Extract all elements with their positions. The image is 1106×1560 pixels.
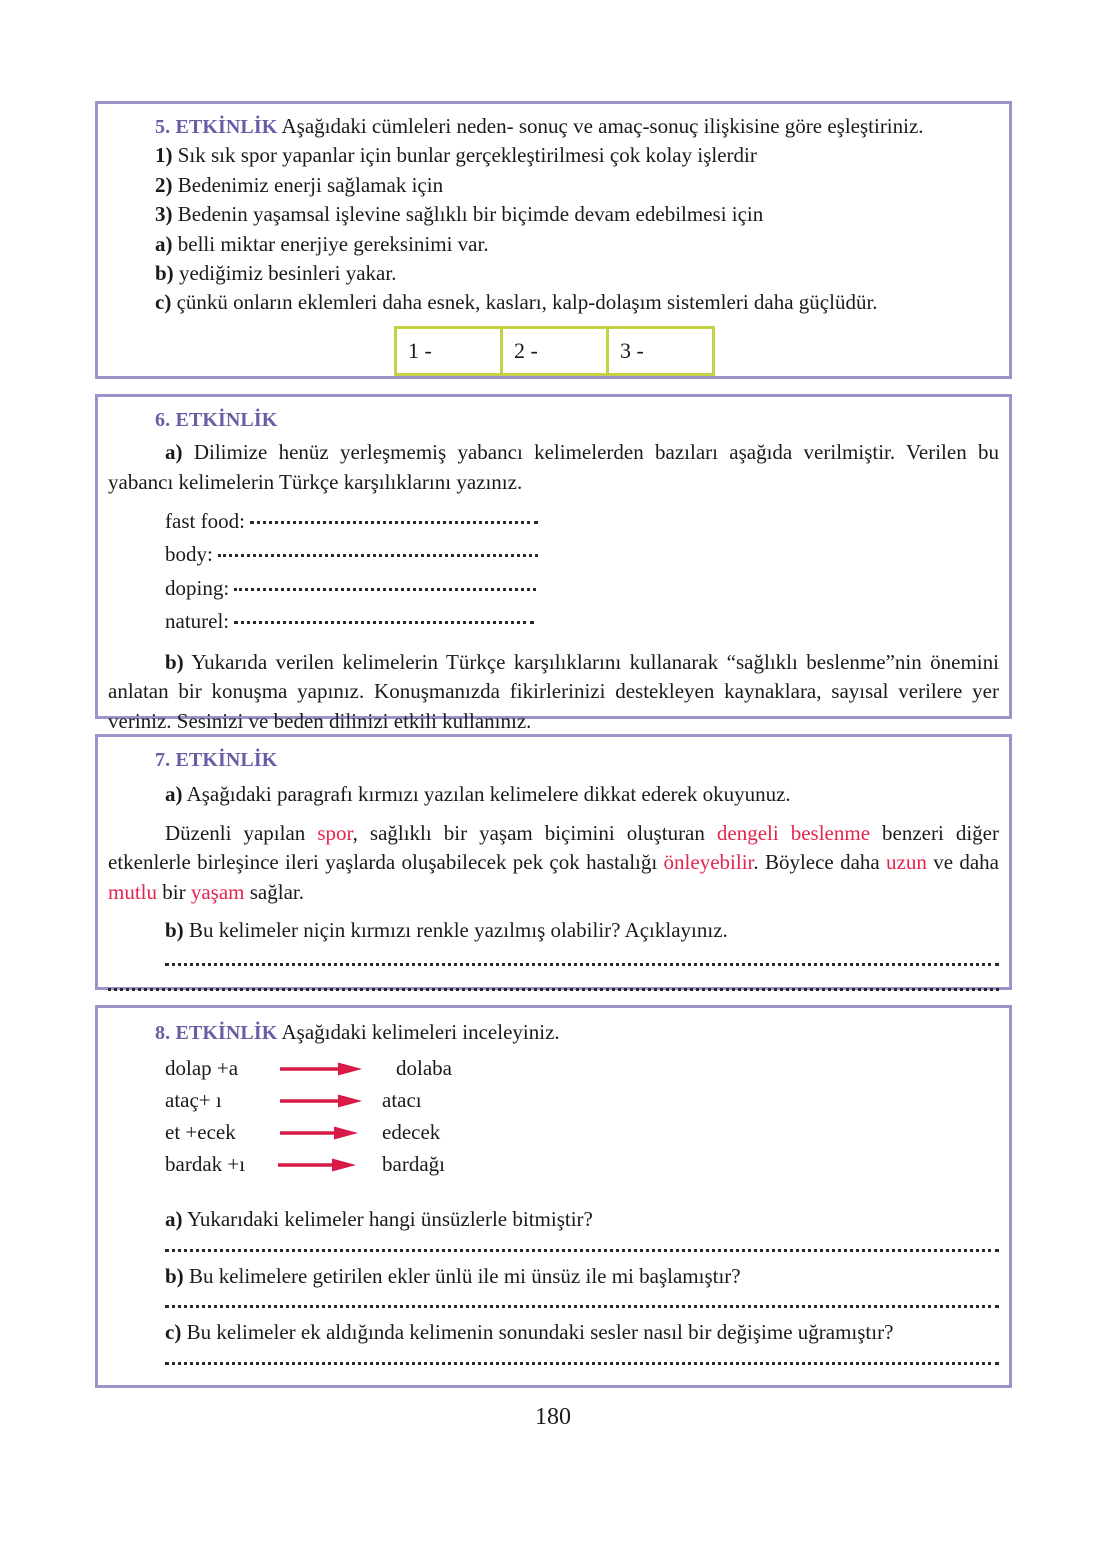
activity-6-question-b: [108, 648, 999, 736]
derivation-list: [108, 1053, 999, 1181]
vocab-row-doping: [108, 572, 999, 605]
derivation-row-1: [165, 1053, 999, 1085]
paragraph-segment-highlighted: yaşam: [190, 879, 245, 904]
derivation-result-4: bardağı: [382, 1152, 445, 1177]
activity-6-b-label: b): [165, 649, 184, 674]
activity-8-question-b: [108, 1262, 999, 1291]
activity-5-item-c-text: çünkü onların eklemleri daha esnek, kasları, kalp-dolaşım sistemleri daha güçlüdür.: [176, 290, 878, 315]
paragraph-segment: benzeri diğer etkenlerle birleşince ileri yaşlarda oluşabilecek pek çok hastalığı: [108, 820, 999, 875]
paragraph-segment-highlighted: mutlu: [108, 879, 158, 904]
activity-5-item-c-label: c): [155, 290, 172, 315]
vocab-answer-doping[interactable]: [234, 588, 536, 591]
vocab-answer-fast-food[interactable]: [250, 521, 538, 524]
paragraph-segment: , sağlıklı bir yaşam biçimini oluşturan: [352, 820, 717, 845]
activity-6-etkinlik-label: ETKİNLİK: [175, 409, 278, 431]
derivation-row-2: [165, 1085, 999, 1117]
activity-5-item-3-label: 3): [155, 202, 173, 227]
derivation-result-3: edecek: [382, 1120, 441, 1145]
match-cell-1[interactable]: 1 -: [396, 327, 502, 374]
right-arrow-icon: [278, 1157, 374, 1173]
activity-5-etkinlik-label: ETKİNLİK: [175, 116, 278, 138]
activity-6-number: 6.: [155, 409, 171, 431]
paragraph-segment: ve daha: [926, 850, 999, 875]
match-cell-2[interactable]: 2 -: [502, 327, 608, 374]
activity-7-a-text: Aşağıdaki paragrafı kırmızı yazılan kelimelere dikkat ederek okuyunuz.: [186, 782, 791, 807]
paragraph-segment-highlighted: uzun: [886, 850, 927, 875]
activity-5-number: 5.: [155, 116, 171, 138]
activity-8-number: 8.: [155, 1022, 171, 1044]
derivation-result-1: dolaba: [396, 1056, 452, 1081]
table-row: [396, 327, 714, 374]
derivation-row-4: [165, 1149, 999, 1181]
right-arrow-icon: [278, 1125, 374, 1141]
activity-8-c-text: Bu kelimeler ek aldığında kelimenin sonundaki sesler nasıl bir değişime uğramıştır?: [186, 1320, 894, 1345]
activity-7-heading-line: [108, 745, 999, 774]
page-number: 180: [535, 1404, 571, 1430]
activity-5-item-3: [112, 200, 997, 229]
derivation-source-4: bardak +ı: [165, 1152, 246, 1177]
vocab-term-naturel: naturel:: [165, 608, 230, 633]
activity-6-b-text: Yukarıda verilen kelimelerin Türkçe karşılıklarını kullanarak “sağlıklı beslenme”nin önemini anlatan bir konuşma yapınız. Konuşmanızda fikirlerinizi destekleyen kaynaklara, sayısal verilere yer veriniz. Sesinizi ve beden dilinizi etkili kullanınız.: [108, 649, 999, 733]
activity-5-item-1: [112, 141, 997, 170]
activity-6-heading-line: [108, 405, 999, 434]
derivation-source-2: ataç+ ı: [165, 1088, 222, 1113]
derivation-result-2: atacı: [382, 1088, 422, 1113]
activity-7-etkinlik-label: ETKİNLİK: [175, 749, 278, 771]
activity-5-item-2: [112, 171, 997, 200]
activity-8-answer-line-b[interactable]: [165, 1305, 999, 1308]
activity-8-question-a: [108, 1205, 999, 1234]
activity-6-a-label: a): [165, 440, 183, 465]
activity-7-question-a: [108, 780, 999, 809]
activity-7-question-b: [108, 916, 999, 945]
activity-5-item-b: [112, 259, 997, 288]
paragraph-segment-highlighted: dengeli beslenme: [716, 820, 871, 845]
activity-7-b-label: b): [165, 917, 184, 942]
activity-8-etkinlik-label: ETKİNLİK: [175, 1022, 278, 1044]
activity-5-item-c: [112, 288, 997, 317]
activity-8-b-text: Bu kelimelere getirilen ekler ünlü ile mi ünsüz ile mi başlamıştır?: [188, 1263, 741, 1288]
activity-6-box: [95, 394, 1012, 733]
paragraph-segment: sağlar.: [244, 879, 304, 904]
right-arrow-icon: [278, 1093, 374, 1109]
activity-5-item-a-label: a): [155, 231, 173, 256]
derivation-source-1: dolap +a: [165, 1056, 239, 1081]
activity-5-item-b-label: b): [155, 260, 174, 285]
activity-8-a-text: Yukarıdaki kelimeler hangi ünsüzlerle bitmiştir?: [186, 1207, 593, 1232]
activity-8-a-label: a): [165, 1207, 183, 1232]
activity-5-item-2-label: 2): [155, 172, 173, 197]
vocab-answer-naturel[interactable]: [234, 621, 534, 624]
activity-8-answer-line-a[interactable]: [165, 1249, 999, 1252]
activity-5-item-b-text: yediğimiz besinleri yakar.: [178, 260, 397, 285]
activity-5-instruction: Aşağıdaki cümleleri neden- sonuç ve amaç-sonuç ilişkisine göre eşleştiriniz.: [281, 114, 924, 138]
activity-8-answer-line-c[interactable]: [165, 1362, 999, 1365]
activity-5-item-3-text: Bedenin yaşamsal işlevine sağlıklı bir biçimde devam edebilmesi için: [177, 202, 764, 227]
vocab-row-body: [108, 538, 999, 571]
paragraph-segment: Düzenli yapılan: [165, 820, 318, 845]
derivation-source-3: et +ecek: [165, 1120, 236, 1145]
match-cell-3[interactable]: 3 -: [608, 327, 714, 374]
vocab-row-naturel: [108, 605, 999, 638]
activity-8-instruction: Aşağıdaki kelimeleri inceleyiniz.: [281, 1020, 560, 1044]
activity-5-item-1-text: Sık sık spor yapanlar için bunlar gerçekleştirilmesi çok kolay işlerdir: [177, 143, 757, 168]
right-arrow-icon: [278, 1061, 374, 1077]
activity-7-a-label: a): [165, 782, 183, 807]
activity-7-b-text: Bu kelimeler niçin kırmızı renkle yazılmış olabilir? Açıklayınız.: [188, 917, 728, 942]
vocab-term-body: body:: [165, 542, 213, 567]
activity-7-box: [95, 734, 1012, 990]
activity-6-question-a: [108, 438, 999, 497]
activity-5-item-a: [112, 230, 997, 259]
vocab-term-doping: doping:: [165, 575, 230, 600]
derivation-row-3: [165, 1117, 999, 1149]
vocab-term-fast-food: fast food:: [165, 509, 245, 534]
activity-5-item-1-label: 1): [155, 143, 173, 168]
activity-8-heading-line: [108, 1018, 999, 1047]
activity-5-matching-table[interactable]: [394, 326, 715, 376]
activity-6-a-text: Dilimize henüz yerleşmemiş yabancı kelimelerden bazıları aşağıda verilmiştir. Verilen bu yabancı kelimelerin Türkçe karşılıklarını yazınız.: [108, 440, 999, 494]
activity-7-answer-line-1[interactable]: [165, 963, 999, 966]
activity-8-b-label: b): [165, 1263, 184, 1288]
activity-5-box: [95, 101, 1012, 379]
paragraph-segment-highlighted: spor: [317, 820, 353, 845]
vocab-answer-body[interactable]: [218, 554, 538, 557]
activity-7-answer-line-2[interactable]: [108, 988, 999, 991]
activity-5-item-a-text: belli miktar enerjiye gereksinimi var.: [177, 231, 489, 256]
activity-8-box: [95, 1005, 1012, 1388]
activity-7-paragraph: [108, 819, 999, 907]
paragraph-segment: bir: [157, 879, 191, 904]
activity-8-question-c: [108, 1318, 999, 1347]
paragraph-segment: . Böylece daha: [753, 850, 887, 875]
activity-8-c-label: c): [165, 1320, 182, 1345]
paragraph-segment-highlighted: önleyebilir: [663, 850, 754, 875]
activity-5-heading-line: [112, 112, 997, 141]
vocab-row-fast-food: [108, 505, 999, 538]
activity-7-number: 7.: [155, 749, 171, 771]
activity-5-item-2-text: Bedenimiz enerji sağlamak için: [177, 172, 444, 197]
